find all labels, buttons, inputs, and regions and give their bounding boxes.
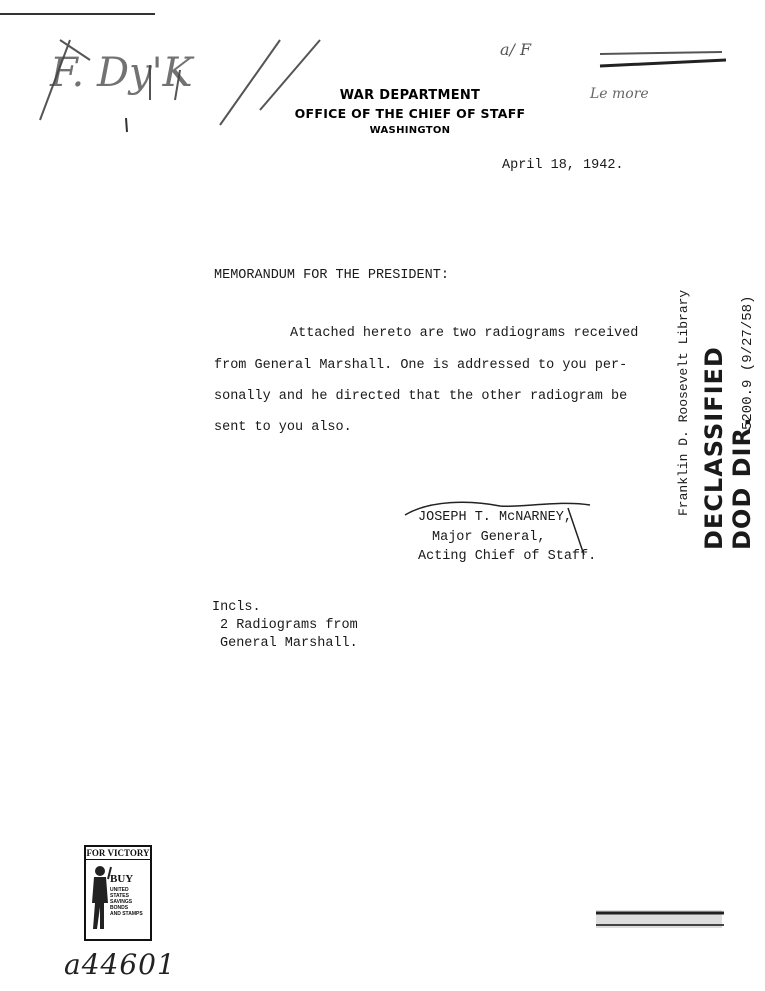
- strike-through-top-2: [600, 52, 722, 54]
- signatory-name: JOSEPH T. McNARNEY,: [418, 510, 572, 525]
- letterhead-office: OFFICE OF THE CHIEF OF STAFF: [294, 106, 526, 121]
- bond-logo-top-text: FOR VICTORY: [86, 848, 150, 858]
- signatory-title: Acting Chief of Staff.: [418, 549, 597, 564]
- strike-through-top: [600, 60, 726, 66]
- enclosures-heading: Incls.: [212, 600, 261, 615]
- bond-logo-line: STATES: [110, 893, 129, 899]
- handwritten-file-number: a44601: [64, 948, 176, 981]
- stamp-directive: 5200.9 (9/27/58): [740, 295, 756, 430]
- memo-salutation: MEMORANDUM FOR THE PRESIDENT:: [214, 268, 449, 283]
- letterhead-department: WAR DEPARTMENT: [339, 88, 481, 103]
- stamp-library: Franklin D. Roosevelt Library: [676, 289, 691, 516]
- bond-logo-line: BONDS: [110, 905, 129, 911]
- body-line: sent to you also.: [214, 420, 352, 435]
- handwritten-note-top-right: a/ F: [500, 40, 532, 59]
- minuteman-statue-icon: [88, 863, 112, 935]
- signatory-rank: Major General,: [432, 530, 546, 545]
- body-line: from General Marshall. One is addressed to you per-: [214, 358, 628, 373]
- war-bond-logo: [84, 845, 152, 941]
- tick-mark: [126, 118, 127, 132]
- bond-logo-buy: BUY: [110, 873, 134, 885]
- enclosure-line: 2 Radiograms from: [220, 618, 358, 633]
- stamp-directive-prefix: DOD DIR.: [728, 416, 756, 550]
- stamp-declassified: DECLASSIFIED: [700, 346, 728, 550]
- bond-logo-line: AND STAMPS: [110, 911, 143, 917]
- body-line: sonally and he directed that the other radiogram be: [214, 389, 628, 404]
- enclosure-line: General Marshall.: [220, 636, 358, 651]
- letterhead-city: WASHINGTON: [369, 125, 451, 136]
- handwritten-note-top-right-2: Le more: [590, 86, 649, 102]
- bond-logo-line: SAVINGS: [110, 899, 133, 905]
- handwritten-initials-top-left: F. Dy'K: [50, 50, 193, 96]
- body-line: Attached hereto are two radiograms received: [290, 326, 639, 341]
- memo-date: April 18, 1942.: [502, 158, 624, 173]
- bond-logo-line: UNITED: [110, 887, 129, 893]
